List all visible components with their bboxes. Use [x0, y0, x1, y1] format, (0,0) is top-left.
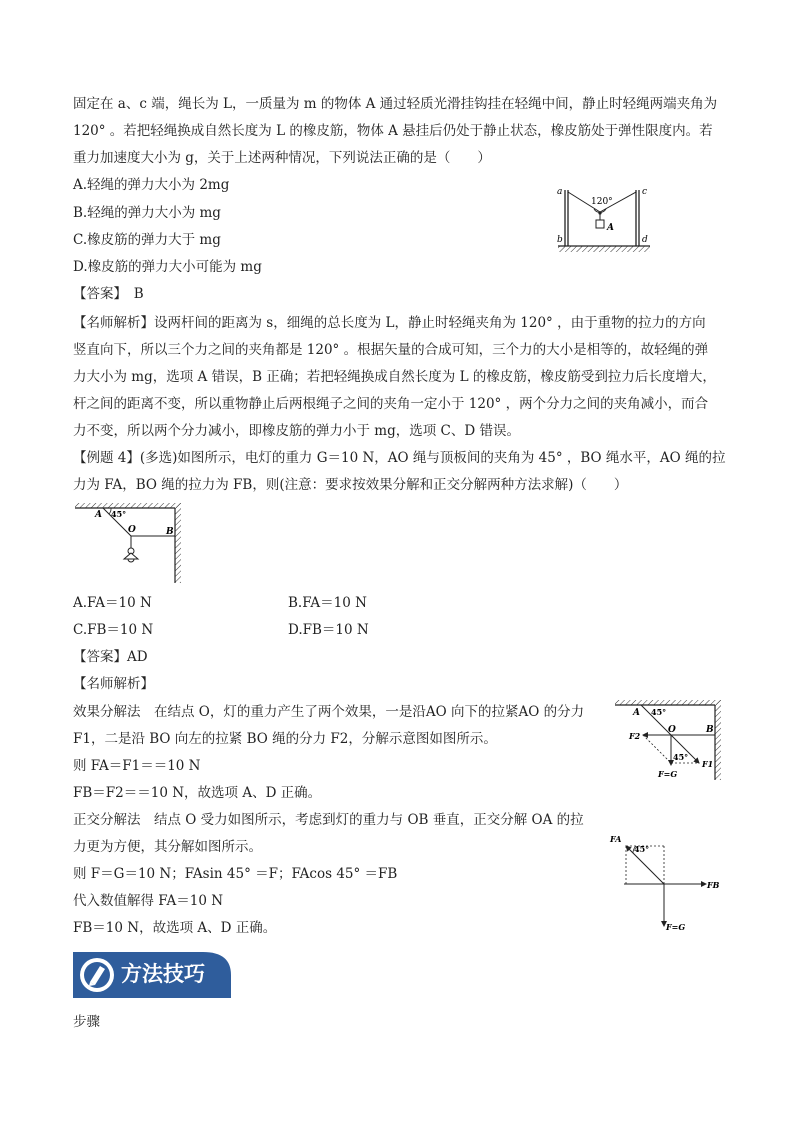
label-F1: F1: [702, 759, 714, 769]
problem-text-line-1: 固定在 a、c 端，绳长为 L，一质量为 m 的物体 A 通过轻质光滑挂钩挂在轻绳中间，静止时轻绳两端夹角为: [73, 96, 718, 112]
option-b: B.轻绳的弹力大小为 mg: [73, 205, 221, 221]
option-d: D.橡皮筋的弹力大小可能为 mg: [73, 259, 262, 275]
method2-line-2: 力更为方便，其分解如图所示。: [73, 839, 262, 855]
label-c: c: [642, 187, 648, 197]
ex4-answer: 【答案】AD: [73, 649, 148, 665]
ex4-option-d: D.FB＝10 N: [288, 622, 369, 638]
answer: 【答案】 B: [73, 286, 144, 302]
label-A: A: [633, 708, 640, 718]
method1-line-3: 则 FA＝F1＝＝10 N: [73, 758, 201, 774]
section-title: 方法技巧: [121, 962, 205, 986]
angle-45-label: 45°: [651, 707, 667, 717]
ex4-option-c: C.FB＝10 N: [73, 622, 154, 638]
example4-line-2: 力为 FA，BO 绳的拉力为 FB，则(注意：要求按效果分解和正交分解两种方法求解)（ ）: [73, 477, 628, 493]
orthogonal-decomposition-diagram: [606, 826, 726, 936]
analysis-line-1: 【名师解析】设两杆间的距离为 s，细绳的总长度为 L，静止时轻绳夹角为 120° ，由于重物的拉力的方向: [73, 315, 706, 331]
example4-line-1: 【例题 4】(多选)如图所示，电灯的重力 G＝10 N，AO 绳与顶板间的夹角为 45° ，BO 绳水平，AO 绳的拉: [73, 450, 726, 466]
method2-line-5: FB＝10 N，故选项 A、D 正确。: [73, 920, 277, 936]
angle-45-label: 45°: [634, 844, 650, 854]
ex4-analysis-title: 【名师解析】: [73, 676, 154, 692]
analysis-line-2: 竖直向下，所以三个力之间的夹角都是 120° 。根据矢量的合成可知，三个力的大小是相等的，故轻绳的弹: [73, 342, 709, 358]
angle2-45-label: 45°: [673, 752, 689, 762]
label-FG: F=G: [658, 769, 678, 779]
rope-poles-diagram: [550, 182, 660, 254]
angle-120-label: 120°: [591, 197, 613, 207]
analysis-line-5: 力不变，所以两个分力减小，即橡皮筋的弹力小于 mg，选项 C、D 错误。: [73, 423, 520, 439]
label-FB: FB: [707, 880, 720, 890]
problem-text-line-3: 重力加速度大小为 g，关于上述两种情况，下列说法正确的是（ ）: [73, 150, 491, 166]
method1-line-1: 效果分解法 在结点 O，灯的重力产生了两个效果，一是沿AO 向下的拉紧AO 的分力: [73, 704, 585, 720]
option-c: C.橡皮筋的弹力大于 mg: [73, 232, 221, 248]
label-b: b: [557, 235, 563, 245]
label-d: d: [642, 235, 648, 245]
angle-45-label: 45°: [111, 509, 127, 519]
method1-line-2: F1，二是沿 BO 向左的拉紧 BO 绳的分力 F2，分解示意图如图所示。: [73, 731, 497, 747]
label-B: B: [166, 527, 174, 537]
label-a: a: [557, 187, 563, 197]
label-FA: FA: [610, 834, 622, 844]
ex4-option-b: B.FA＝10 N: [288, 595, 367, 611]
body-a-label: A: [607, 223, 614, 233]
method2-line-3: 则 F＝G＝10 N；FAsin 45° ＝F；FAcos 45° ＝FB: [73, 866, 398, 882]
label-B: B: [706, 725, 714, 735]
method2-line-1: 正交分解法 结点 O 受力如图所示，考虑到灯的重力与 OB 垂直，正交分解 OA 的拉: [73, 812, 584, 828]
method1-line-4: FB＝F2＝＝10 N，故选项 A、D 正确。: [73, 785, 322, 801]
analysis-line-4: 杆之间的距离不变，所以重物静止后两根绳子之间的夹角一定小于 120° ，两个分力之间的夹角减小，而合: [73, 396, 709, 412]
label-O: O: [128, 525, 136, 535]
effect-decomposition-diagram: [613, 700, 723, 784]
steps-label: 步骤: [73, 1014, 100, 1030]
label-A: A: [95, 510, 102, 520]
option-a: A.轻绳的弹力大小为 2mg: [73, 177, 230, 193]
lamp-diagram: [73, 503, 185, 585]
ex4-option-a: A.FA＝10 N: [73, 595, 152, 611]
label-F2: F2: [629, 731, 641, 741]
problem-text-line-2: 120° 。若把轻绳换成自然长度为 L 的橡皮筋，物体 A 悬挂后仍处于静止状态，橡皮筋处于弹性限度内。若: [73, 123, 713, 139]
label-O: O: [668, 725, 676, 735]
method2-line-4: 代入数值解得 FA＝10 N: [73, 893, 224, 909]
label-FG: F=G: [666, 922, 686, 932]
analysis-line-3: 力大小为 mg，选项 A 错误，B 正确；若把轻绳换成自然长度为 L 的橡皮筋，橡皮筋受到拉力后长度增大，: [73, 369, 716, 385]
